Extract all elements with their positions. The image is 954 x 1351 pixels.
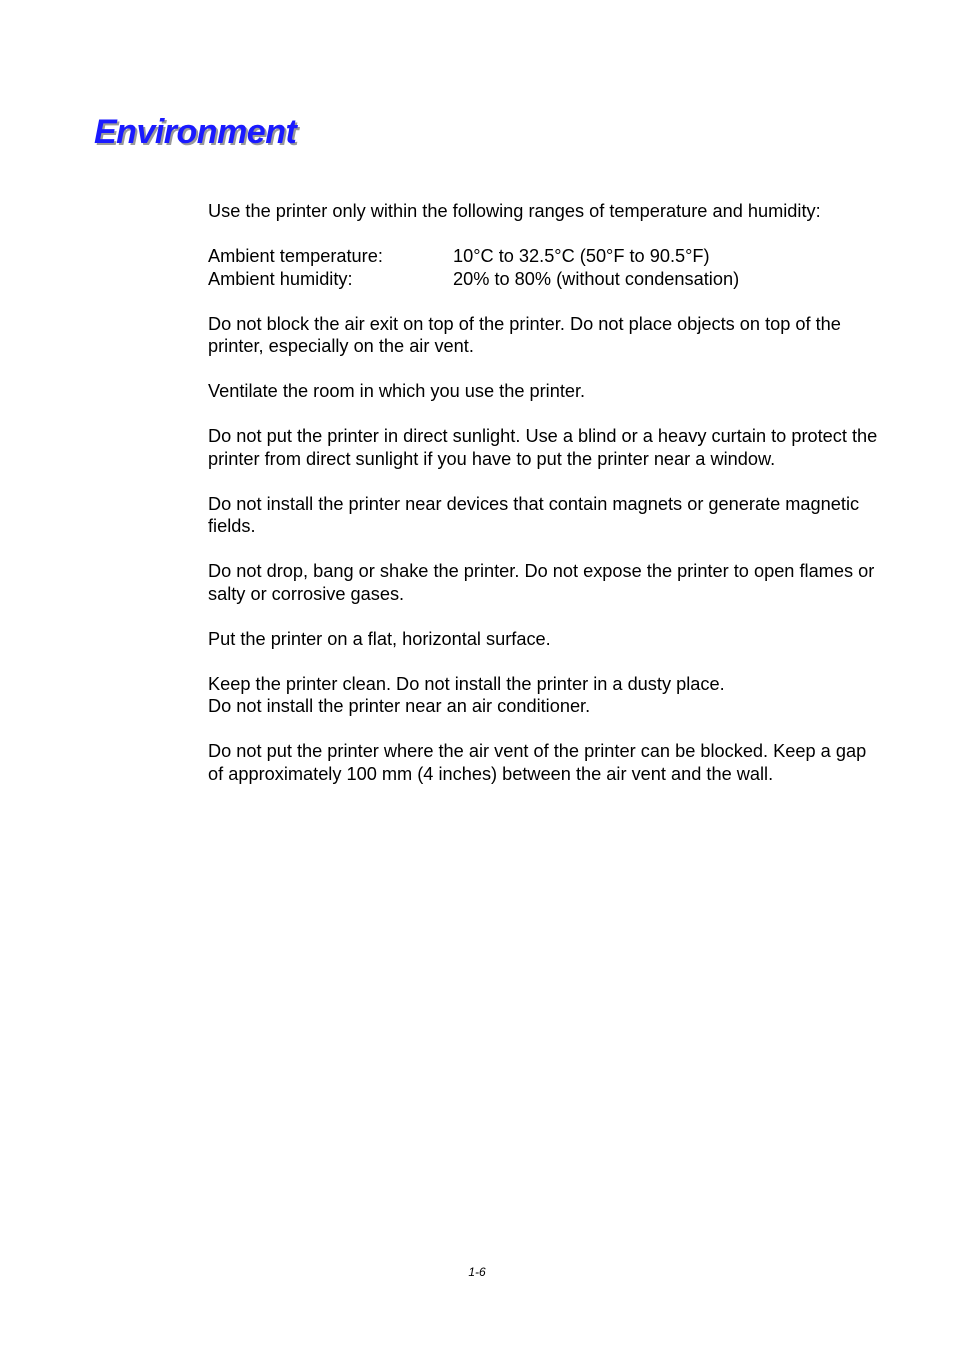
spec-row-temperature (208, 245, 878, 268)
document-body (208, 200, 878, 808)
paragraph-flat-surface: Put the printer on a flat, horizontal surface. (208, 628, 551, 649)
spec-label: Ambient humidity: (208, 268, 353, 289)
paragraph-air-exit: Do not block the air exit on top of the printer. Do not place objects on top of the printer, especially on the air vent. (208, 313, 841, 356)
paragraph-drop: Do not drop, bang or shake the printer. Do not expose the printer to open flames or salty or corrosive gases. (208, 561, 875, 604)
paragraph-magnets: Do not install the printer near devices that contain magnets or generate magnetic fields. (208, 493, 860, 536)
spec-value: 10°C to 32.5°C (50°F to 90.5°F) (453, 246, 710, 266)
spec-table (208, 245, 878, 290)
spec-value: 20% to 80% (without condensation) (453, 268, 740, 289)
spec-label: Ambient temperature: (208, 246, 383, 266)
spec-row-humidity (208, 268, 878, 291)
paragraph-clean-line-1: Keep the printer clean. Do not install the printer in a dusty place. (208, 673, 725, 694)
paragraph-sunlight: Do not put the printer in direct sunlight. Use a blind or a heavy curtain to protect the printer from direct sunlight if you have to put the printer near a window. (208, 426, 878, 469)
intro-paragraph: Use the printer only within the following ranges of temperature and humidity: (208, 201, 821, 221)
page-number: 1-6 (468, 1265, 486, 1279)
paragraph-clean-line-2: Do not install the printer near an air conditioner. (208, 696, 591, 716)
paragraph-ventilate: Ventilate the room in which you use the printer. (208, 381, 586, 401)
paragraph-clean (208, 673, 878, 718)
paragraph-air-vent-gap: Do not put the printer where the air vent of the printer can be blocked. Keep a gap of approximately 100 mm (4 inches) between the air vent and the wall. (208, 741, 867, 784)
page-title: Environment (94, 113, 297, 151)
